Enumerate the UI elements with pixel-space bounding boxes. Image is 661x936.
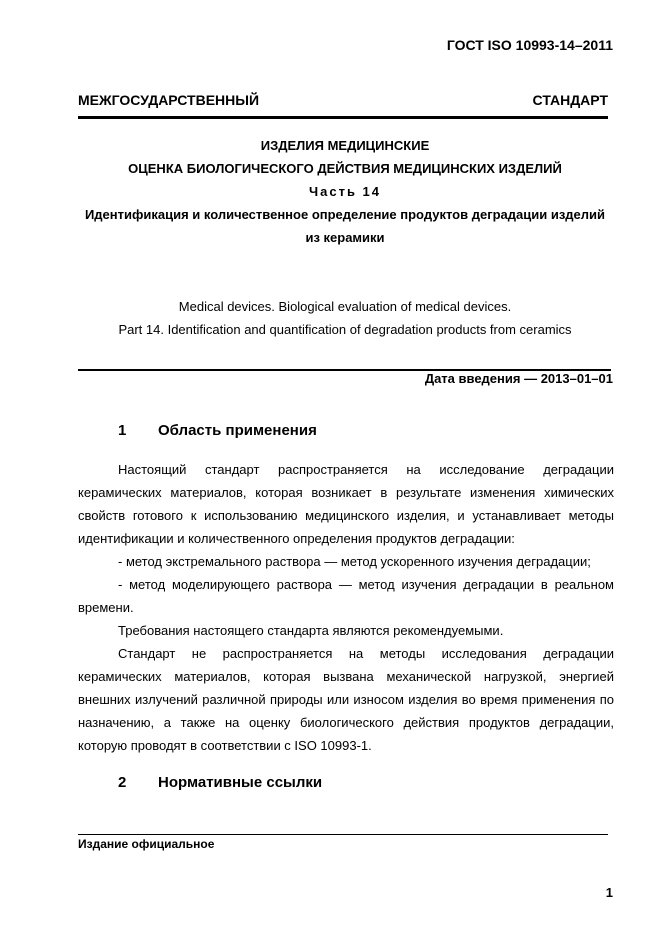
exclusion-paragraph: Стандарт не распространяется на методы исследования деградации керамических материалов, которая вызвана механической нагрузкой, энергией внешних излучений различной природы или износом изделия во время применения по назначению, а также на оценку биологического действия продуктов деградации, которую проводят в соответствии с ISO 10993-1. <box>78 646 614 753</box>
subtitle-line-2: из керамики <box>305 230 385 245</box>
section-1-heading <box>118 422 518 442</box>
section-2-heading <box>118 774 518 794</box>
title-line-1: ИЗДЕЛИЯ МЕДИЦИНСКИЕ <box>260 138 430 153</box>
section-title: Область применения <box>158 422 317 439</box>
recommendation-paragraph: Требования настоящего стандарта являются рекомендуемыми. <box>118 623 504 638</box>
method-item-2: - метод моделирующего раствора — метод изучения деградации в реальном времени. <box>78 577 614 615</box>
interstate-standard-banner: МЕЖГОСУДАРСТВЕННЫЙ СТАНДАРТ <box>78 92 608 108</box>
english-title-line-2: Part 14. Identification and quantification of degradation products from ceramics <box>118 322 572 337</box>
footer-rule <box>78 834 608 835</box>
introduction-date: Дата введения — 2013–01–01 <box>424 371 613 386</box>
title-line-2: ОЦЕНКА БИОЛОГИЧЕСКОГО ДЕЙСТВИЯ МЕДИЦИНСКИХ ИЗДЕЛИЙ <box>128 161 562 176</box>
section-title: Нормативные ссылки <box>158 774 323 791</box>
document-code: ГОСТ ISO 10993-14–2011 <box>446 37 613 53</box>
section-number: 1 <box>118 422 127 439</box>
official-edition-note: Издание официальное <box>78 837 215 851</box>
method-item-1: - метод экстремального раствора — метод ускоренного изучения деградации; <box>118 554 591 569</box>
part-label: Часть 14 <box>308 184 382 199</box>
scope-paragraph: Настоящий стандарт распространяется на исследование деградации керамических материалов, которая возникает в результате изменения химических свойств готового к использованию медицинского изделия, и устанавливает методы идентификации и количественного определения продуктов деградации: <box>78 462 614 546</box>
english-title-line-1: Medical devices. Biological evaluation of medical devices. <box>178 299 512 314</box>
header-rule <box>78 116 608 119</box>
section-number: 2 <box>118 774 127 791</box>
subtitle-line-1: Идентификация и количественное определение продуктов деградации изделий <box>84 207 606 222</box>
page-number: 1 <box>605 885 613 900</box>
